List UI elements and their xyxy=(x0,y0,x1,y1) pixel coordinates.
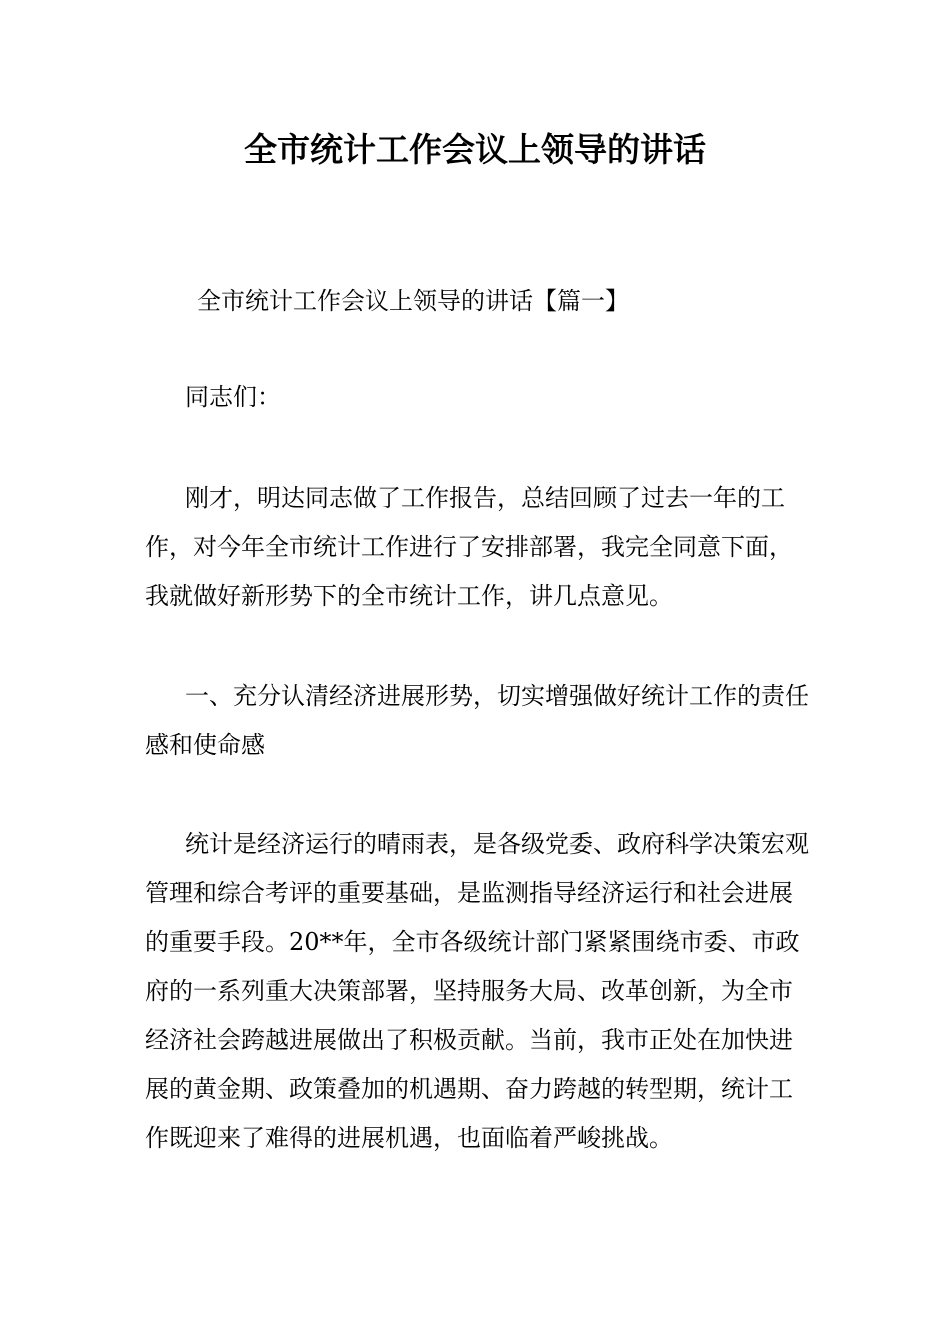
greeting-paragraph: 同志们： xyxy=(185,383,281,411)
document-subtitle: 全市统计工作会议上领导的讲话【篇一】 xyxy=(197,287,629,315)
document-title: 全市统计工作会议上领导的讲话 xyxy=(244,130,706,169)
body-paragraph: 统计是经济运行的晴雨表，是各级党委、政府科学决策宏观管理和综合考评的重要基础，是监测指导经济运行和社会进展的重要手段。20**年，全市各级统计部门紧紧围绕市委、市政府的一系列重大决策部署，坚持服务大局、改革创新，为全市经济社会跨越进展做出了积极贡献。当前，我市正处在加快进展的黄金期、政策叠加的机遇期、奋力跨越的转型期，统计工作既迎来了难得的进展机遇，也面临着严峻挑战。 xyxy=(145,830,809,1152)
section-heading-paragraph: 一、充分认清经济进展形势，切实增强做好统计工作的责任感和使命感 xyxy=(145,682,809,759)
intro-paragraph: 刚才，明达同志做了工作报告，总结回顾了过去一年的工作，对今年全市统计工作进行了安排部署，我完全同意下面，我就做好新形势下的全市统计工作，讲几点意见。 xyxy=(145,484,793,610)
